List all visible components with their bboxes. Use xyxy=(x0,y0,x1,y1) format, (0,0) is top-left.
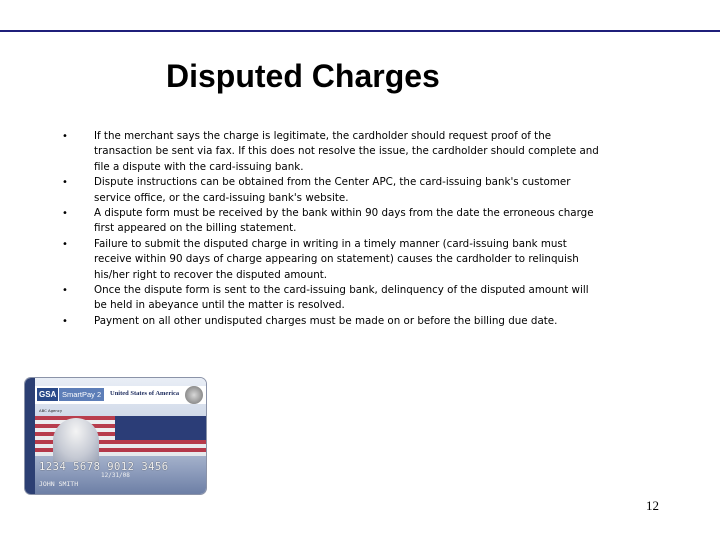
bullet-text: Failure to submit the disputed charge in writing in a timely manner (card-issuing bank must receive within 90 days of charge appearing on statement) causes the cardholder to relinquish his/her right to recover the disputed amount. xyxy=(94,237,579,281)
seal-icon xyxy=(185,386,203,404)
bullet-dot: • xyxy=(62,238,68,250)
bullet-dot: • xyxy=(62,177,68,189)
bullet-item xyxy=(62,237,604,283)
gsa-logo: GSA xyxy=(39,390,57,399)
bullet-dot: • xyxy=(62,131,68,142)
card-sidebar-stripe xyxy=(25,378,35,494)
capitol-dome-image xyxy=(53,418,99,462)
flag-union xyxy=(115,416,206,440)
card-agency-line: ABC Agency xyxy=(39,408,63,413)
bullet-item xyxy=(62,129,604,175)
bullet-item xyxy=(62,206,604,237)
bullet-item xyxy=(62,283,604,314)
bullet-item xyxy=(62,314,604,329)
bullet-text: A dispute form must be received by the bank within 90 days from the date the erroneous charge first appeared on the billing statement. xyxy=(94,207,594,235)
card-expiry: 12/31/08 xyxy=(101,472,130,479)
card-number: 1234 5678 9012 3456 xyxy=(39,461,169,473)
card-holder-name: JOHN SMITH xyxy=(39,480,79,488)
bullet-list xyxy=(62,129,622,329)
bullet-dot: • xyxy=(62,208,68,220)
page-number: 12 xyxy=(646,498,659,513)
bullet-dot: • xyxy=(62,315,68,327)
bullet-dot: • xyxy=(62,285,68,297)
bullet-text: Once the dispute form is sent to the card-issuing bank, delinquency of the disputed amount will be held in abeyance until the matter is resolved. xyxy=(94,284,589,312)
bullet-item xyxy=(62,175,604,206)
top-rule xyxy=(0,30,720,32)
smartpay-logo: SmartPay 2 xyxy=(59,388,104,401)
card-issuer-line: United States of America xyxy=(110,390,180,397)
slide-title: Disputed Charges xyxy=(166,58,440,94)
purchase-card-image xyxy=(25,378,206,494)
bullet-text: If the merchant says the charge is legitimate, the cardholder should request proof of the transaction be sent via fax. If this does not resolve the issue, the cardholder should complete and file a dispute with the card-issuing bank. xyxy=(94,130,599,173)
bullet-text: Payment on all other undisputed charges must be made on or before the billing due date. xyxy=(94,314,558,327)
bullet-text: Dispute instructions can be obtained from the Center APC, the card-issuing bank's customer service office, or the card-issuing bank's website. xyxy=(94,176,571,204)
